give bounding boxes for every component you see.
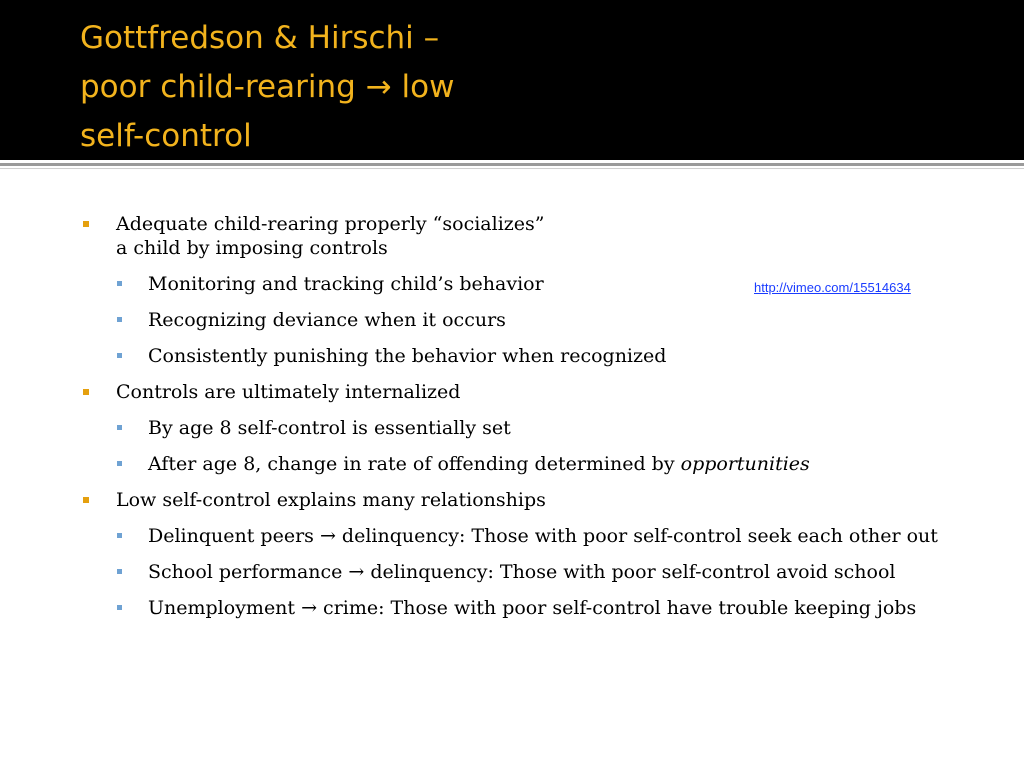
bullet-text-emphasis: opportunities — [680, 453, 810, 475]
sub-bullet-item — [80, 560, 950, 584]
sub-bullet-item — [80, 596, 950, 620]
square-bullet-icon — [117, 461, 122, 466]
sub-bullet-item — [80, 452, 950, 476]
sub-bullet-item — [80, 308, 950, 332]
bullet-item — [80, 380, 950, 404]
slide-title-line-2: poor child-rearing → low — [80, 69, 455, 105]
sub-bullet-item — [80, 344, 950, 368]
bullet-text-plain: After age 8, change in rate of offending determined by — [148, 453, 681, 475]
sub-bullet-item — [80, 416, 950, 440]
slide-title-line-1: Gottfredson & Hirschi – — [80, 20, 440, 56]
square-bullet-icon — [117, 533, 122, 538]
bullet-text: Controls are ultimately internalized — [116, 381, 461, 403]
bullet-list — [80, 212, 950, 632]
title-bar — [0, 0, 1024, 160]
bullet-text: By age 8 self-control is essentially set — [148, 417, 511, 439]
title-divider-thin — [0, 168, 1024, 169]
bullet-text — [148, 453, 810, 475]
bullet-text-line-2: a child by imposing controls — [116, 237, 388, 259]
bullet-text-line-1: Adequate child-rearing properly “socializes” — [116, 213, 545, 235]
slide-title — [80, 14, 980, 161]
sub-bullet-item — [80, 524, 950, 548]
square-bullet-icon — [117, 569, 122, 574]
bullet-text: Unemployment → crime: Those with poor self-control have trouble keeping jobs — [148, 597, 917, 619]
bullet-text: Recognizing deviance when it occurs — [148, 309, 506, 331]
bullet-item — [80, 212, 950, 260]
vimeo-link[interactable]: http://vimeo.com/15514634 — [754, 280, 911, 295]
slide-title-line-3: self-control — [80, 118, 252, 154]
bullet-text: Low self-control explains many relationships — [116, 489, 546, 511]
square-bullet-icon — [117, 281, 122, 286]
square-bullet-icon — [117, 353, 122, 358]
bullet-text: Monitoring and tracking child’s behavior — [148, 273, 544, 295]
bullet-text: Delinquent peers → delinquency: Those with poor self-control seek each other out — [148, 525, 938, 547]
bullet-item — [80, 488, 950, 512]
square-bullet-icon — [117, 425, 122, 430]
bullet-text — [116, 213, 544, 259]
bullet-text: School performance → delinquency: Those with poor self-control avoid school — [148, 561, 896, 583]
square-bullet-icon — [83, 497, 89, 503]
bullet-text: Consistently punishing the behavior when recognized — [148, 345, 667, 367]
square-bullet-icon — [117, 317, 122, 322]
square-bullet-icon — [117, 605, 122, 610]
square-bullet-icon — [83, 221, 89, 227]
title-divider — [0, 163, 1024, 166]
square-bullet-icon — [83, 389, 89, 395]
